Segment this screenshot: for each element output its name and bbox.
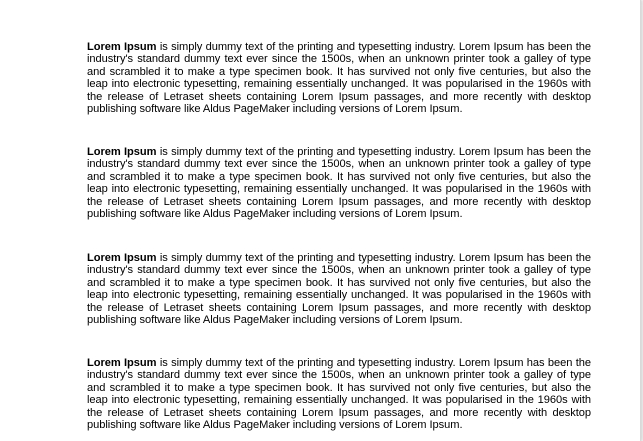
paragraph-4-body: is simply dummy text of the printing and typesetting industry. Lorem Ipsum has been the industry's standard dummy text ever since the 1500s, when an unknown printer took a galley of type and scrambled it to make a type specimen book. It has survived not only five centuries, but also the leap into electronic typesetting, remaining essentially unchanged. It was popularised in the 1960s with the release of Letraset sheets containing Lorem Ipsum passages, and more recently with desktop publishing software like Aldus PageMaker including versions of Lorem Ipsum.	[87, 357, 592, 432]
paragraph-2-lead: Lorem Ipsum	[87, 146, 157, 158]
paragraph-4	[87, 357, 591, 431]
paragraph-3	[87, 252, 591, 326]
paragraph-2	[87, 146, 591, 220]
paragraph-2-body: is simply dummy text of the printing and typesetting industry. Lorem Ipsum has been the industry's standard dummy text ever since the 1500s, when an unknown printer took a galley of type and scrambled it to make a type specimen book. It has survived not only five centuries, but also the leap into electronic typesetting, remaining essentially unchanged. It was popularised in the 1960s with the release of Letraset sheets containing Lorem Ipsum passages, and more recently with desktop publishing software like Aldus PageMaker including versions of Lorem Ipsum.	[87, 146, 592, 221]
paragraph-1-body: is simply dummy text of the printing and typesetting industry. Lorem Ipsum has been the industry's standard dummy text ever since the 1500s, when an unknown printer took a galley of type and scrambled it to make a type specimen book. It has survived not only five centuries, but also the leap into electronic typesetting, remaining essentially unchanged. It was popularised in the 1960s with the release of Letraset sheets containing Lorem Ipsum passages, and more recently with desktop publishing software like Aldus PageMaker including versions of Lorem Ipsum.	[87, 41, 592, 116]
paragraph-4-lead: Lorem Ipsum	[87, 357, 157, 369]
paragraph-3-body: is simply dummy text of the printing and typesetting industry. Lorem Ipsum has been the industry's standard dummy text ever since the 1500s, when an unknown printer took a galley of type and scrambled it to make a type specimen book. It has survived not only five centuries, but also the leap into electronic typesetting, remaining essentially unchanged. It was popularised in the 1960s with the release of Letraset sheets containing Lorem Ipsum passages, and more recently with desktop publishing software like Aldus PageMaker including versions of Lorem Ipsum.	[87, 252, 592, 327]
paragraph-3-lead: Lorem Ipsum	[87, 252, 157, 264]
paragraph-1-lead: Lorem Ipsum	[87, 41, 157, 53]
paragraph-1	[87, 41, 591, 115]
